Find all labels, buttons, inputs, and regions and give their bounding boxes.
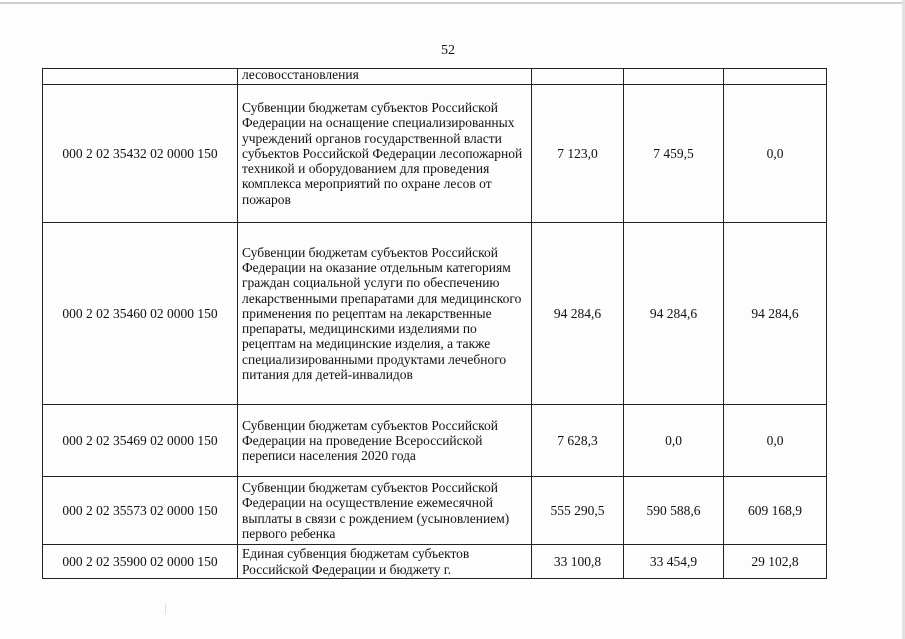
row-value-year3: 609 168,9 (724, 477, 827, 545)
row-description: Субвенции бюджетам субъектов Российской Федерации на оснащение специализированных учреждений органов государственной власти субъектов Российской Федерации лесопожарной техникой и оборудованием для проведения комплекса мероприятий по охране лесов от пожаров (238, 85, 532, 223)
table-row (43, 223, 827, 405)
row-description: Субвенции бюджетам субъектов Российской Федерации на оказание отдельным категориям граждан социальной услуги по обеспечению лекарственными препаратами для медицинского применения по рецептам на лекарственные препараты, медицинскими изделиями по рецептам на медицинские изделия, а также специализированными продуктами лечебного питания для детей-инвалидов (238, 223, 532, 405)
row-code: 000 2 02 35432 02 0000 150 (43, 85, 238, 223)
row-value-year3: 0,0 (724, 405, 827, 477)
scan-artifact (165, 604, 166, 614)
row-code: 000 2 02 35573 02 0000 150 (43, 477, 238, 545)
row-value-year1: 7 628,3 (532, 405, 624, 477)
row-value-year2: 33 454,9 (624, 545, 724, 579)
row-value-year2: 590 588,6 (624, 477, 724, 545)
row-value-year1: 7 123,0 (532, 85, 624, 223)
row-code: 000 2 02 35900 02 0000 150 (43, 545, 238, 579)
row-value-year2 (624, 69, 724, 85)
table-row (43, 405, 827, 477)
table-row (43, 69, 827, 85)
row-value-year1: 94 284,6 (532, 223, 624, 405)
row-value-year1: 33 100,8 (532, 545, 624, 579)
table-row (43, 477, 827, 545)
row-value-year2: 7 459,5 (624, 85, 724, 223)
row-code: 000 2 02 35469 02 0000 150 (43, 405, 238, 477)
row-code (43, 69, 238, 85)
row-description: лесовосстановления (238, 69, 532, 85)
row-description: Единая субвенция бюджетам субъектов Российской Федерации и бюджету г. (238, 545, 532, 579)
table-row (43, 85, 827, 223)
row-value-year3: 94 284,6 (724, 223, 827, 405)
row-value-year3 (724, 69, 827, 85)
table-row (43, 545, 827, 579)
row-value-year1 (532, 69, 624, 85)
row-description: Субвенции бюджетам субъектов Российской Федерации на проведение Всероссийской переписи населения 2020 года (238, 405, 532, 477)
scan-top-edge (0, 2, 905, 4)
row-value-year1: 555 290,5 (532, 477, 624, 545)
page-number: 52 (441, 43, 455, 58)
row-code: 000 2 02 35460 02 0000 150 (43, 223, 238, 405)
row-value-year2: 94 284,6 (624, 223, 724, 405)
row-value-year3: 0,0 (724, 85, 827, 223)
row-value-year2: 0,0 (624, 405, 724, 477)
budget-table (42, 68, 827, 579)
row-value-year3: 29 102,8 (724, 545, 827, 579)
row-description: Субвенции бюджетам субъектов Российской Федерации на осуществление ежемесячной выплаты в связи с рождением (усыновлением) первого ребенка (238, 477, 532, 545)
